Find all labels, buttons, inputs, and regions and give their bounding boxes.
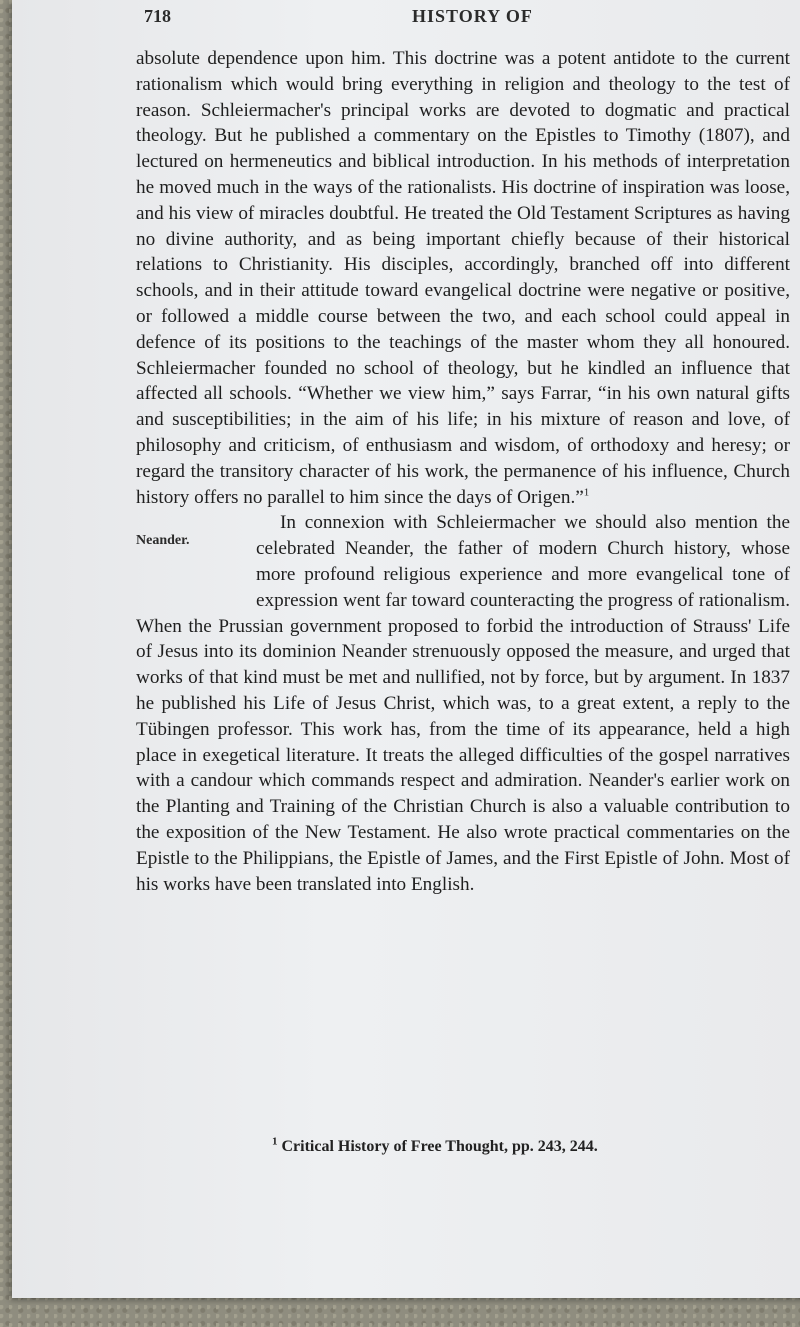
page-number: 718 [144, 6, 171, 26]
paragraph-schleiermacher [136, 46, 790, 510]
footnote [272, 1135, 772, 1156]
body-text [136, 46, 790, 897]
paragraph-text: absolute dependence upon him. This doctrine was a potent antidote to the current rationalism which would bring everything in religion and theology to the test of reason. Schleiermacher's principal works are devoted to dogmatic and practical theology. But he published a commentary on the Epistles to Timothy (1807), and lectured on hermeneutics and biblical introduction. In his methods of interpretation he moved much in the ways of the rationalists. His doctrine of inspiration was loose, and his view of miracles doubtful. He treated the Old Testament Scriptures as having no divine authority, and as being important chiefly because of their historical relations to Christianity. His disciples, accordingly, branched off into different schools, and in their attitude toward evangelical doctrine were negative or positive, or followed a middle course between the two, and each school could appeal in defence of its positions to the teachings of the master whom they all honoured. Schleiermacher founded no school of theology, but he kindled an influence that affected all schools. “Whether we view him,” says Farrar, “in his own natural gifts and susceptibilities; in the aim of his life; in his mixture of reason and love, of philosophy and criticism, of enthusiasm and wisdom, of orthodoxy and heresy; or regard the transitory character of his work, the permanence of his influence, Church history offers no parallel to him since the days of Origen.” [136, 48, 790, 508]
page-header [144, 6, 800, 28]
paragraph-text: In connexion with Schleiermacher we should also mention the celebrated Neander, the father of modern Church history, whose more profound religious experience and more evangelical tone of expression went far toward counteracting the progress of rationalism. When the Prussian government proposed to forbid the introduction of Strauss' Life of Jesus into its dominion Neander strenuously opposed the measure, and urged that works of that kind must be met and nullified, not by force, but by argument. In 1837 he published his Life of Jesus Christ, which was, to a great extent, a reply to the Tübingen professor. This work has, from the time of its appearance, held a high place in exegetical literature. It treats the alleged difficulties of the gospel narratives with a candour which commands respect and admiration. Neander's earlier work on the Planting and Training of the Christian Church is also a valuable contribution to the exposition of the New Testament. He also wrote practical commentaries on the Epistle to the Philippians, the Epistle of James, and the First Epistle of John. Most of his works have been translated into English. [136, 512, 790, 895]
running-head: HISTORY OF [412, 6, 533, 26]
footnote-mark: 1 [272, 1135, 278, 1148]
footnote-reference: 1 [583, 486, 590, 499]
paragraph-neander [136, 510, 790, 897]
footnote-text: Critical History of Free Thought, pp. 243, 244. [281, 1138, 598, 1155]
margin-note: Neander. [136, 533, 190, 549]
